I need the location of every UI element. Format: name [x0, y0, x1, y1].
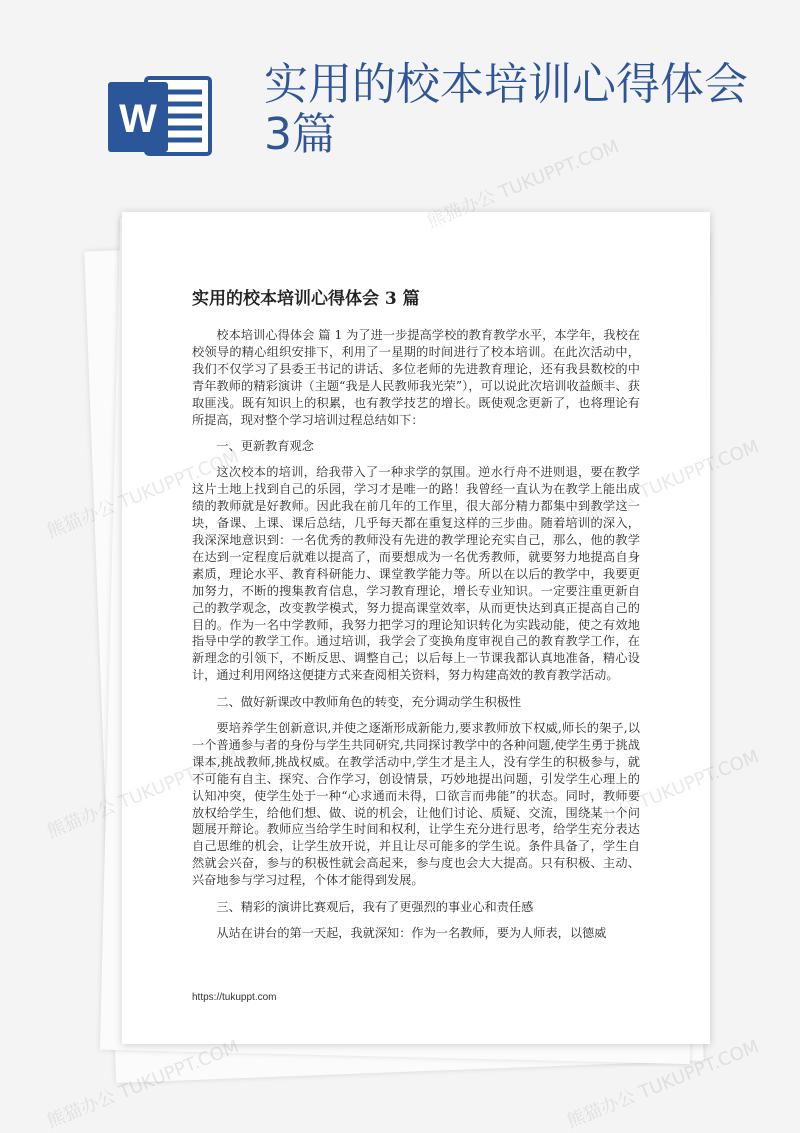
watermark: 熊猫办公	[44, 796, 119, 843]
watermark: 熊猫办公 TUKUPPT.COM	[564, 1036, 762, 1133]
section-paragraph: 这次校本的培训，给我带入了一种求学的氛围。逆水行舟不进则退，要在教学这片土地上找到自己的乐园，学习才是唯一的路！我曾经一直认为在教学上能出成绩的教师就是好教师。因此我在前几年的工作里，很大部分精力都集中到教学这一块，备课、上课、课后总结，几乎每天都在重复这样的三步曲。随着培训的深入，我深深地意识到：一名优秀的教师没有先进的教学理论充实自己，那么，他的教学在达到一定程度后就难以提高了，而要想成为一名优秀教师，就要努力地提高自身素质，理论水平、教育科研能力、课堂教学能力等。所以在以后的教学中，我要更加努力，不断的搜集教育信息，学习教育理论，增长专业知识。一定要注重更新自己的教学观念，改变教学模式，努力提高课堂效率，从而更快达到真正提高自己的目的。作为一名中学教师，我努力把学习的理论知识转化为实践动能，使之有效地指导中学的教学工作。通过培训，我学会了变换角度审视自己的教育教学工作，在新理念的引领下，不断反思、调整自己；以后每上一节课我都认真地准备，精心设计，通过利用网络这便捷方式来查阅相关资料，努力构建高效的教育教学活动。	[192, 465, 640, 683]
section-heading: 一、更新教育观念	[216, 439, 314, 454]
section-paragraph: 要培养学生创新意识,并使之逐渐形成新能力,要求教师放下权威,师长的架子,以一个普通参与者的身份与学生共同研究,共同探讨教学中的各种问题,使学生勇于挑战课本,挑战教师,挑战权威。在教学活动中,学生才是主人，没有学生的积极参与，就不可能有自主、探究、合作学习，创设情景，巧妙地提出问题，引发学生心理上的认知冲突，使学生处于一种“心求通而未得，口欲言而弗能”的状态。同时，教师要放权给学生，给他们想、做、说的机会，让他们讨论、质疑、交流，围绕某一个问题展开辩论。教师应当给学生时间和权利，让学生充分进行思考，给学生充分表达自己思维的机会，让学生放开说，并且让尽可能多的学生说。条件具备了，学生自然就会兴奋，参与的积极性就会高起来，参与度也会大大提高。只有积极、主动、兴奋地参与学习过程，个体才能得到发展。	[192, 721, 640, 888]
watermark: 熊猫办公	[44, 496, 119, 543]
watermark: 熊猫办公 TUKUPPT.COM	[424, 136, 622, 233]
intro-paragraph: 校本培训心得体会 篇 1 为了进一步提高学校的教育教学水平，本学年，我校在校领导的精心组织安排下，利用了一星期的时间进行了校本培训。在此次活动中，我们不仅学习了县委王书记的讲话、多位老师的先进教育理论，还有我县数校的中青年教师的精彩演讲（主题“我是人民教师我光荣”），可以说此次培训收益颇丰、获取匪浅。既有知识上的积累，也有教学技艺的增长。既使观念更新了，也将理论有所提高，现对整个学习培训过程总结如下：	[192, 328, 640, 427]
footer-url: https://tukuppt.com	[192, 992, 277, 1003]
section-heading: 二、做好新课改中教师角色的转变，充分调动学生积极性	[216, 695, 522, 710]
watermark: 熊猫办公 TUKUPPT.COM	[44, 1036, 242, 1133]
document-body	[192, 327, 640, 942]
banner-title: 实用的校本培训心得体会3篇	[264, 59, 748, 160]
document-page	[122, 212, 710, 1044]
document-title: 实用的校本培训心得体会 3 篇	[192, 289, 420, 309]
word-document-icon	[108, 74, 216, 158]
header-banner	[0, 0, 800, 190]
section-paragraph: 从站在讲台的第一天起，我就深知：作为一名教师，要为人师表，以德威	[216, 926, 607, 940]
section-heading: 三、精彩的演讲比赛观后，我有了更强烈的事业心和责任感	[216, 900, 534, 915]
word-icon-letter: W	[119, 97, 157, 141]
